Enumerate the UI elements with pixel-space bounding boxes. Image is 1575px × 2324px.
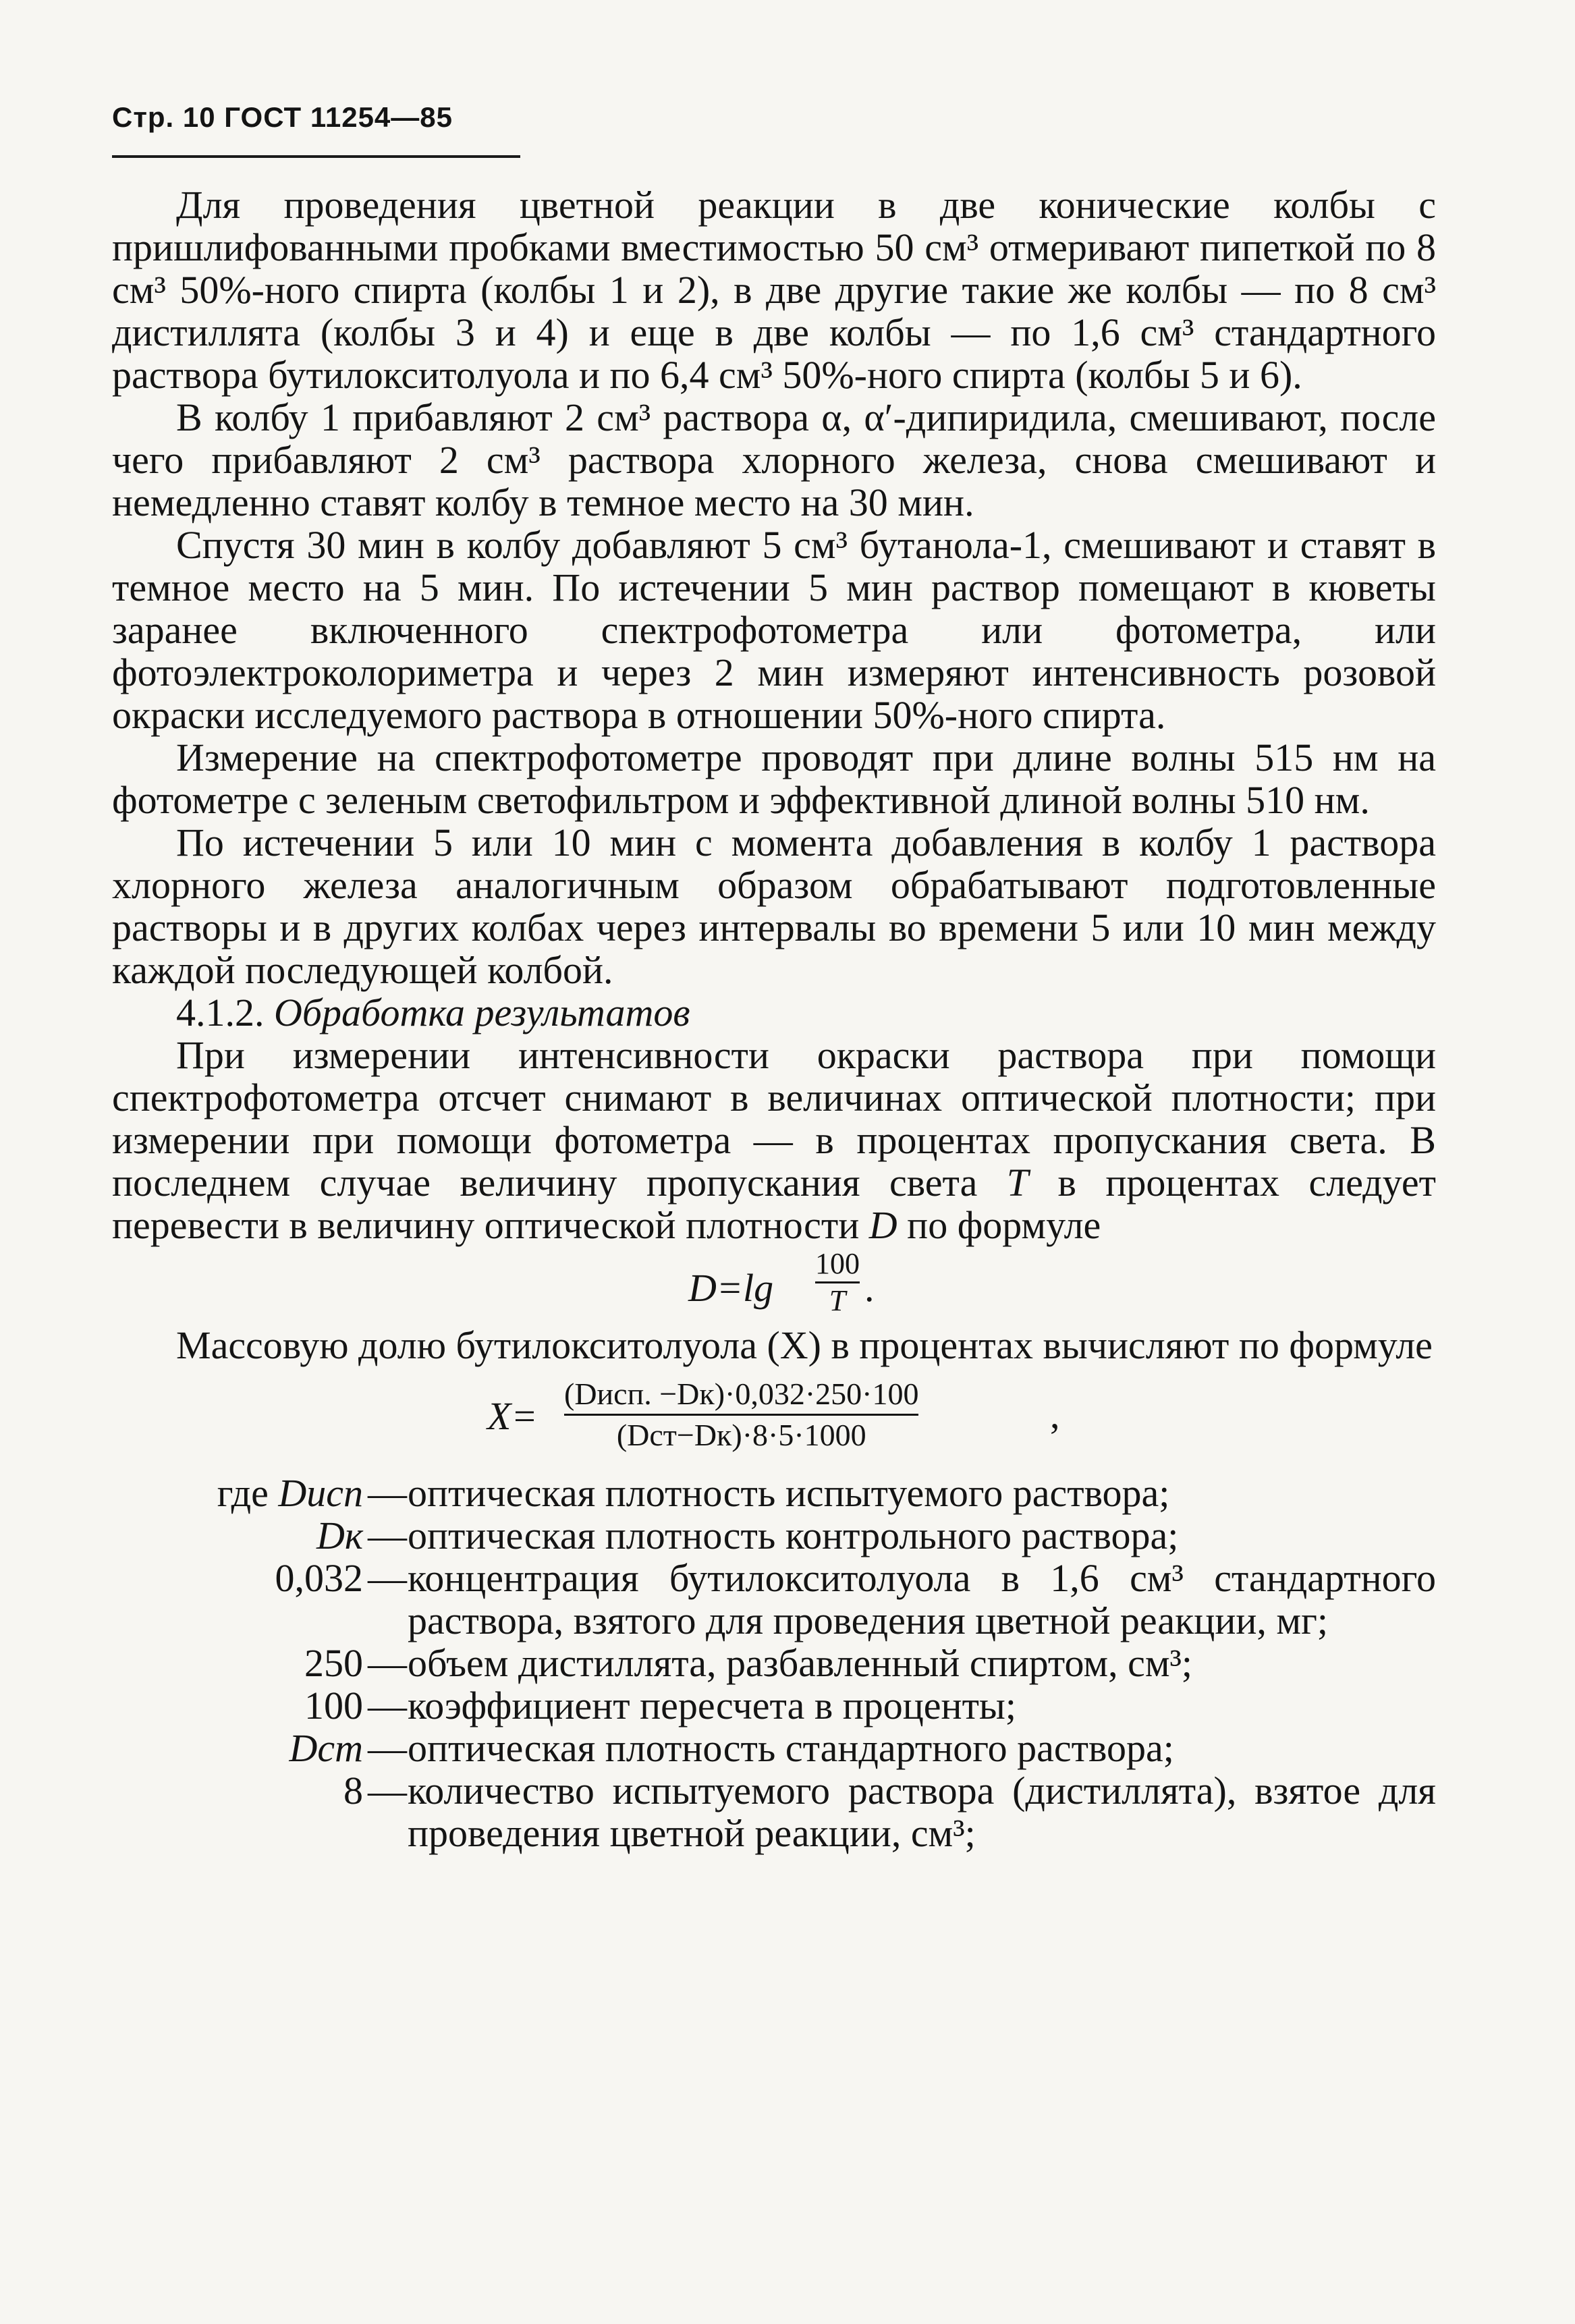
formula-lhs: X=	[487, 1394, 538, 1438]
symbol-name: Dисп	[278, 1471, 363, 1515]
definition-item	[112, 1727, 1436, 1769]
formula-punct: ,	[1050, 1393, 1060, 1437]
definition-dash: —	[368, 1641, 407, 1685]
definition-text: оптическая плотность испытуемого раствора;	[408, 1471, 1170, 1515]
symbol-T: T	[1006, 1161, 1029, 1205]
section-heading	[112, 991, 1436, 1034]
definition-symbol	[112, 1472, 367, 1514]
where-label: где	[217, 1471, 269, 1515]
paragraph-measurement	[112, 1034, 1436, 1246]
definition-symbol: 100	[304, 1684, 363, 1727]
document-body	[112, 184, 1436, 1854]
header-rule	[112, 155, 520, 158]
paragraph: Для проведения цветной реакции в две конические колбы с пришлифованными пробками вместимостью 50 см³ отмеривают пипеткой по 8 см³ 50%-ного спирта (колбы 1 и 2), в две другие такие же колбы — по 8 см³ дистиллята (колбы 3 и 4) и еще в две колбы — по 1,6 см³ стандартного раствора бутилокситолуола и по 6,4 см³ 50%-ного спирта (колбы 5 и 6).	[112, 183, 1436, 397]
formula-numerator: (Dисп. −Dк)·0,032·250·100	[564, 1377, 919, 1411]
definition-dash: —	[368, 1556, 407, 1600]
definition-item	[112, 1557, 1436, 1642]
definition-item	[112, 1472, 1436, 1514]
page-header: Стр. 10 ГОСТ 11254—85	[112, 101, 453, 133]
definition-symbol	[112, 1727, 367, 1769]
definition-dash: —	[368, 1726, 407, 1770]
definition-symbol: 8	[343, 1769, 363, 1813]
paragraph: Измерение на спектрофотометре проводят при длине волны 515 нм на фотометре с зеленым светофильтром и эффективной длиной волны 510 нм.	[112, 736, 1436, 822]
definition-item	[112, 1684, 1436, 1727]
paragraph: В колбу 1 прибавляют 2 см³ раствора α, α′-дипиридила, смешивают, после чего прибавляют 2 см³ раствора хлорного железа, снова смешивают и немедленно ставят колбу в темное место на 30 мин.	[112, 395, 1436, 524]
definition-text: оптическая плотность контрольного раствора;	[408, 1514, 1179, 1557]
paragraph-text: в процентах следует перевести в величину оптической плотности	[112, 1161, 1437, 1247]
definition-text: объем дистиллята, разбавленный спиртом, см³;	[408, 1641, 1193, 1685]
formula-fraction	[815, 1246, 860, 1319]
symbol-name: Dк	[316, 1514, 363, 1557]
definition-dash: —	[368, 1471, 407, 1515]
paragraph: Спустя 30 мин в колбу добавляют 5 см³ бутанола-1, смешивают и ставят в темное место на 5 мин. По истечении 5 мин раствор помещают в кюветы заранее включенного спектрофотометра или фотометра, или фотоэлектроколориметра и через 2 мин измеряют интенсивность розовой окраски исследуемого раствора в отношении 50%-ного спирта.	[112, 523, 1436, 737]
definition-dash: —	[368, 1514, 407, 1557]
formula-denominator: (Dст−Dк)·8·5·1000	[616, 1418, 866, 1452]
definition-text: концентрация бутилокситолуола в 1,6 см³ стандартного раствора, взятого для проведения цветной реакции, мг;	[408, 1556, 1436, 1642]
definitions-list	[112, 1472, 1436, 1854]
formula-lhs: D=lg	[688, 1266, 774, 1310]
definition-symbol	[112, 1514, 367, 1557]
symbol-name: Dст	[289, 1726, 363, 1770]
paragraph-text: по формуле	[907, 1203, 1101, 1247]
formula-punct: .	[864, 1266, 875, 1310]
definition-text: количество испытуемого раствора (дистиллята), взятое для проведения цветной реакции, см³;	[408, 1769, 1436, 1855]
section-number: 4.1.2.	[176, 991, 265, 1034]
symbol-D: D	[868, 1203, 897, 1247]
definition-symbol: 0,032	[275, 1556, 363, 1600]
definition-dash: —	[368, 1769, 407, 1813]
definition-text: коэффициент пересчета в проценты;	[408, 1684, 1017, 1727]
definition-text: оптическая плотность стандартного раствора;	[408, 1726, 1174, 1770]
formula-numerator: 100	[815, 1247, 860, 1280]
paragraph-text: При измерении интенсивности окраски раствора при помощи спектрофотометра отсчет снимают в величинах оптической плотности; при измерении при помощи фотометра — в процентах пропускания света. В последнем случае величину пропускания света	[112, 1033, 1436, 1205]
definition-symbol: 250	[304, 1641, 363, 1685]
definition-dash: —	[368, 1684, 407, 1727]
section-title: Обработка результатов	[274, 991, 690, 1034]
definition-item	[112, 1514, 1436, 1557]
formula-mass-fraction	[112, 1366, 1436, 1472]
formula-denominator: T	[829, 1284, 846, 1317]
formula-fraction	[564, 1375, 918, 1455]
definition-item	[112, 1642, 1436, 1684]
paragraph-mass-fraction: Массовую долю бутилокситолуола (X) в процентах вычисляют по формуле	[176, 1323, 1433, 1367]
definition-item	[112, 1769, 1436, 1854]
paragraph: По истечении 5 или 10 мин с момента добавления в колбу 1 раствора хлорного железа аналогичным образом обрабатывают подготовленные растворы и в других колбах через интервалы во времени 5 или 10 мин между каждой последующей колбой.	[112, 821, 1436, 992]
formula-optical-density	[112, 1246, 1436, 1324]
